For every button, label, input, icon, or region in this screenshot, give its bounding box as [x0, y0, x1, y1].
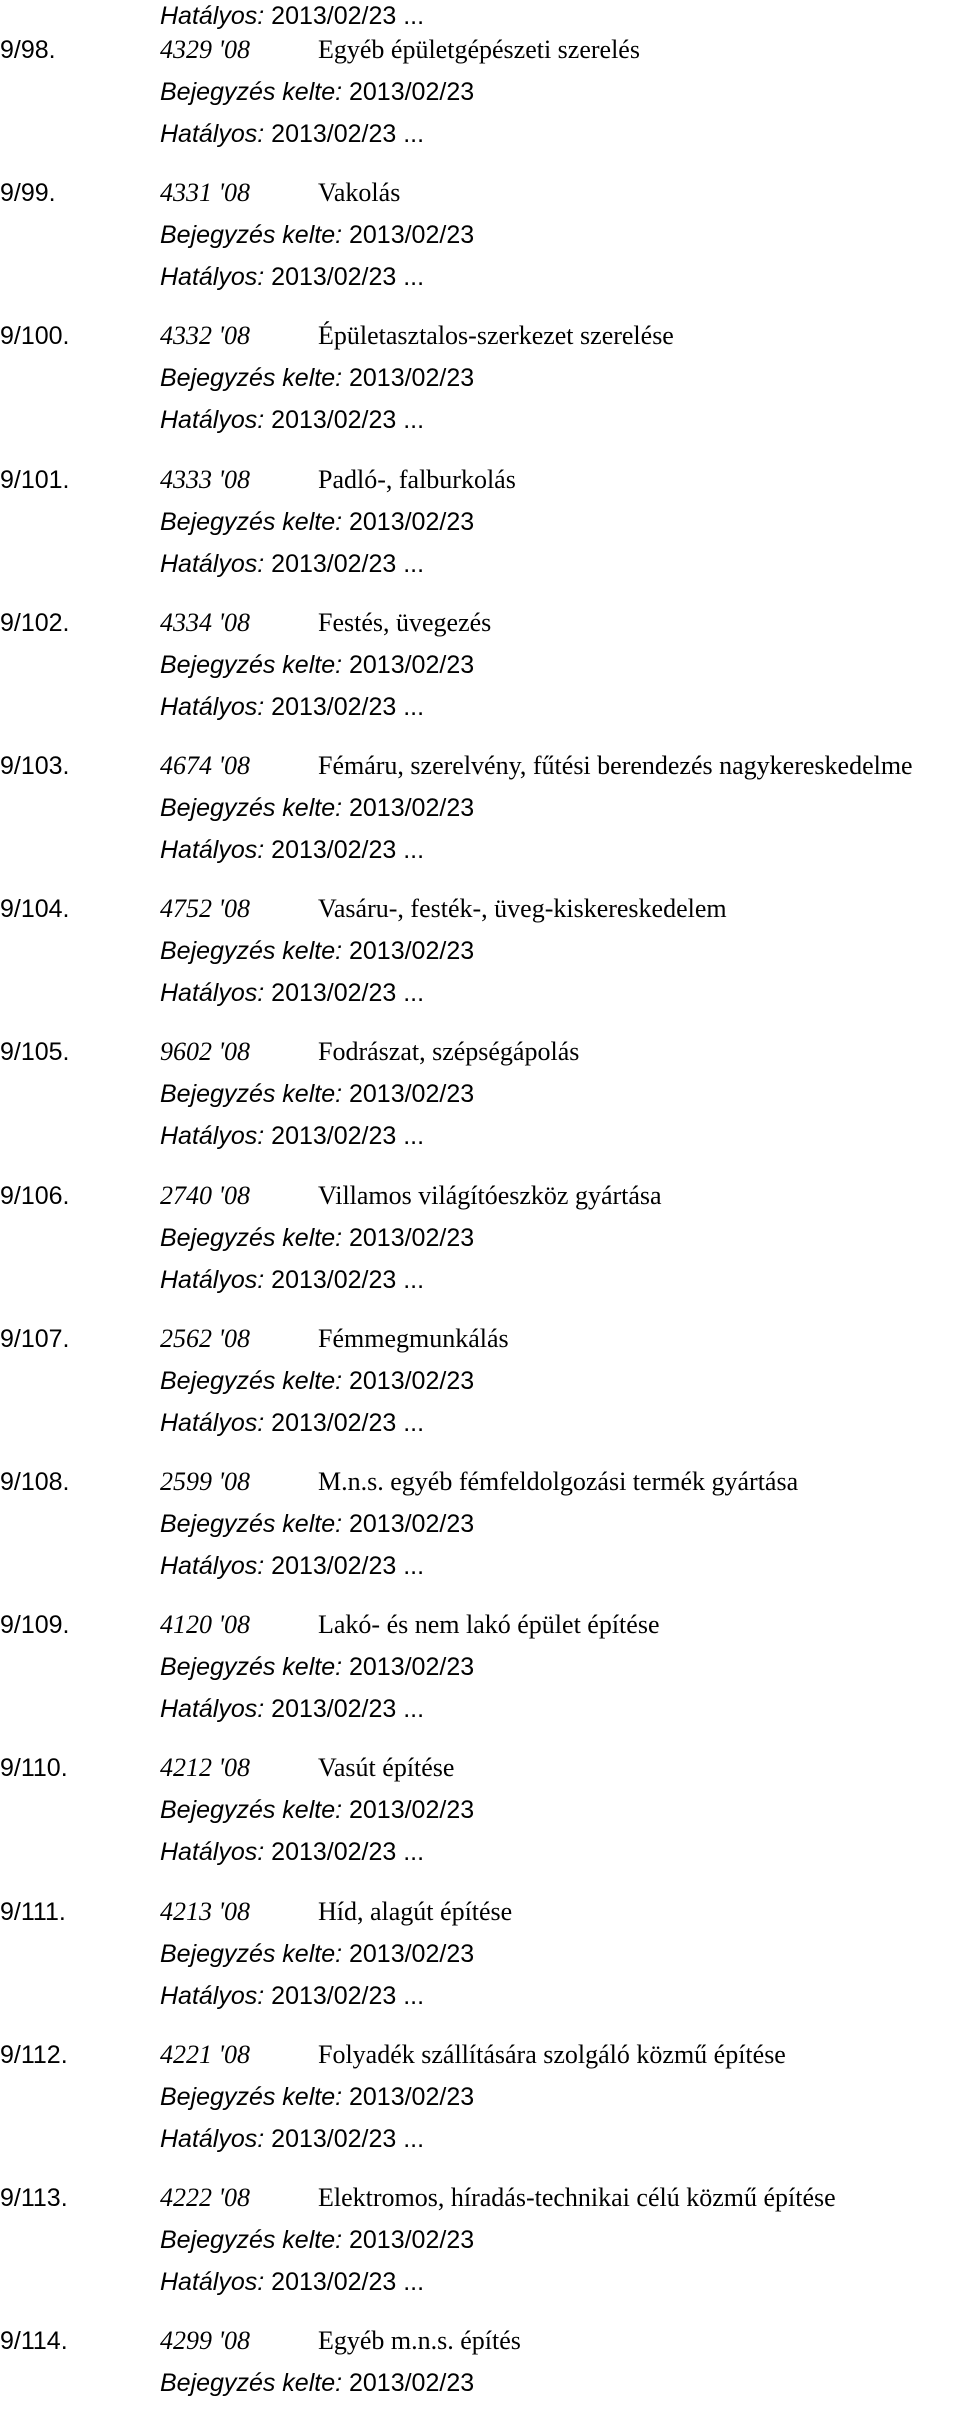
entry-code: 4334 '08: [160, 607, 251, 637]
entry-date-value: 2013/02/23: [349, 2369, 475, 2398]
entry-date-line: [160, 1361, 474, 1401]
effective-label: Hatályos:: [160, 1552, 265, 1580]
entry-date-line: [160, 1218, 474, 1258]
effective-line: [160, 1403, 424, 1443]
entry-date-value: 2013/02/23: [349, 78, 475, 106]
entry-date-label: Bejegyzés kelte:: [160, 364, 343, 393]
entry-code: 4332 '08: [160, 321, 251, 351]
entry-number: 9/107.: [0, 1324, 70, 1353]
entry-date-value: 2013/02/23: [349, 937, 475, 966]
entry-title: Festés, üvegezés: [318, 607, 492, 637]
entry-date-label: Bejegyzés kelte:: [160, 1080, 343, 1109]
entry-number: 9/106.: [0, 1181, 70, 1210]
entry-number: 9/104.: [0, 895, 70, 924]
entry-date-line: [160, 2220, 474, 2260]
entry-number: 9/100.: [0, 322, 70, 351]
entry-date-label: Bejegyzés kelte:: [160, 650, 343, 679]
entry-code: 4221 '08: [160, 2039, 251, 2069]
entry-number: 9/105.: [0, 1038, 70, 1067]
entry-title: Egyéb m.n.s. építés: [318, 2326, 521, 2356]
entry-date-value: 2013/02/23: [349, 1939, 475, 1968]
entry-title: Fémáru, szerelvény, fűtési berendezés nagykereskedelme: [318, 751, 913, 780]
effective-value: 2013/02/23 ...: [271, 692, 425, 721]
entry-date-line: [160, 645, 474, 685]
effective-line: [160, 1976, 424, 2016]
effective-label: Hatályos:: [160, 549, 265, 578]
entry-date-value: 2013/02/23: [349, 1653, 475, 1682]
effective-label: Hatályos:: [160, 1408, 265, 1437]
entry-date-label: Bejegyzés kelte:: [160, 794, 343, 822]
entry-date-value: 2013/02/23: [349, 364, 475, 393]
effective-label: Hatályos:: [160, 836, 265, 864]
entry-number: 9/109.: [0, 1611, 70, 1640]
entry-date-line: [160, 1934, 474, 1974]
entry-number: 9/108.: [0, 1468, 70, 1496]
entry-date-value: 2013/02/23: [349, 650, 475, 679]
entry-date-line: [160, 502, 474, 542]
entry-code: 4120 '08: [160, 1610, 251, 1640]
entry-number: 9/99.: [0, 179, 56, 208]
effective-label: Hatályos:: [160, 1838, 265, 1867]
entry-date-line: [160, 931, 474, 971]
effective-line: [160, 114, 424, 154]
effective-line: [160, 2119, 424, 2159]
entry-date-value: 2013/02/23: [349, 1080, 475, 1109]
effective-line: [160, 1260, 424, 1300]
entry-code: 4222 '08: [160, 2183, 251, 2212]
effective-line: [160, 2262, 424, 2302]
entry-date-line: [160, 1647, 474, 1687]
entry-date-line: [160, 2363, 474, 2403]
entry-number: 9/112.: [0, 2040, 68, 2069]
effective-line: [160, 544, 424, 584]
entry-date-label: Bejegyzés kelte:: [160, 1223, 343, 1252]
effective-line: [160, 973, 424, 1013]
entry-date-label: Bejegyzés kelte:: [160, 2369, 343, 2398]
entry-number: 9/110.: [0, 1754, 68, 1783]
entry-title: Padló-, falburkolás: [318, 464, 516, 494]
entry-title: Vakolás: [318, 178, 401, 208]
entry-code: 2740 '08: [160, 1180, 251, 1210]
entry-title: Fodrászat, szépségápolás: [318, 1037, 580, 1067]
entry-code: 2562 '08: [160, 1323, 251, 1353]
entry-title: Villamos világítóeszköz gyártása: [318, 1180, 662, 1210]
effective-label: Hatályos:: [160, 2, 265, 30]
entry-date-value: 2013/02/23: [349, 1510, 475, 1538]
effective-label: Hatályos:: [160, 1695, 265, 1724]
entry-number: 9/101.: [0, 465, 70, 494]
effective-value: 2013/02/23 ...: [271, 1122, 425, 1151]
effective-value: 2013/02/23 ...: [271, 1552, 425, 1580]
entry-number: 9/102.: [0, 608, 70, 637]
effective-value: 2013/02/23 ...: [271, 1981, 425, 2010]
entry-title: Fémmegmunkálás: [318, 1323, 509, 1353]
entry-date-value: 2013/02/23: [349, 221, 475, 250]
entry-date-label: Bejegyzés kelte:: [160, 1796, 343, 1825]
entry-date-value: 2013/02/23: [349, 2082, 475, 2111]
entry-title: Lakó- és nem lakó épület építése: [318, 1610, 660, 1640]
effective-value: 2013/02/23 ...: [271, 120, 425, 148]
effective-label: Hatályos:: [160, 1981, 265, 2010]
entry-title: Vasáru-, festék-, üveg-kiskereskedelem: [318, 894, 727, 924]
entry-code: 4329 '08: [160, 35, 251, 64]
effective-value: 2013/02/23 ...: [271, 1408, 425, 1437]
effective-value: 2013/02/23 ...: [271, 836, 425, 864]
entry-date-value: 2013/02/23: [349, 1223, 475, 1252]
entry-date-value: 2013/02/23: [349, 1796, 475, 1825]
entry-code: 2599 '08: [160, 1467, 251, 1496]
entry-number: 9/111.: [0, 1897, 66, 1926]
entry-title: Vasút építése: [318, 1753, 455, 1783]
effective-value: 2013/02/23 ...: [271, 979, 425, 1008]
effective-value: 2013/02/23 ...: [271, 2268, 425, 2296]
entry-date-line: [160, 2077, 474, 2117]
effective-line: [160, 1689, 424, 1729]
effective-line: [160, 1832, 424, 1872]
effective-value: 2013/02/23 ...: [271, 1838, 425, 1867]
entry-title: M.n.s. egyéb fémfeldolgozási termék gyártása: [318, 1467, 799, 1496]
entry-date-label: Bejegyzés kelte:: [160, 1939, 343, 1968]
entry-code: 4299 '08: [160, 2326, 251, 2356]
effective-value: 2013/02/23 ...: [271, 2, 425, 30]
entry-code: 4331 '08: [160, 178, 251, 208]
entry-code: 4752 '08: [160, 894, 251, 924]
entry-date-value: 2013/02/23: [349, 794, 475, 822]
effective-line: [160, 400, 424, 440]
entry-date-value: 2013/02/23: [349, 2226, 475, 2254]
effective-value: 2013/02/23 ...: [271, 406, 425, 435]
entry-date-label: Bejegyzés kelte:: [160, 78, 343, 106]
entry-code: 9602 '08: [160, 1037, 251, 1067]
entry-date-label: Bejegyzés kelte:: [160, 1510, 343, 1538]
effective-label: Hatályos:: [160, 2268, 265, 2296]
effective-label: Hatályos:: [160, 263, 265, 292]
effective-value: 2013/02/23 ...: [271, 1265, 425, 1294]
entry-date-label: Bejegyzés kelte:: [160, 1653, 343, 1682]
entry-number: 9/98.: [0, 36, 56, 64]
entry-date-label: Bejegyzés kelte:: [160, 507, 343, 536]
effective-line: [160, 687, 424, 727]
entry-date-line: [160, 358, 474, 398]
effective-label: Hatályos:: [160, 692, 265, 721]
entry-number: 9/103.: [0, 752, 70, 780]
entry-date-label: Bejegyzés kelte:: [160, 2082, 343, 2111]
entry-code: 4674 '08: [160, 751, 251, 780]
effective-label: Hatályos:: [160, 406, 265, 435]
effective-value: 2013/02/23 ...: [271, 2124, 425, 2153]
entry-title: Híd, alagút építése: [318, 1896, 513, 1926]
entry-date-label: Bejegyzés kelte:: [160, 1366, 343, 1395]
entry-date-line: [160, 215, 474, 255]
entry-title: Elektromos, híradás-technikai célú közmű építése: [318, 2183, 836, 2212]
effective-label: Hatályos:: [160, 2124, 265, 2153]
entry-date-label: Bejegyzés kelte:: [160, 937, 343, 966]
entry-title: Épületasztalos-szerkezet szerelése: [318, 321, 674, 351]
entry-date-label: Bejegyzés kelte:: [160, 2226, 343, 2254]
entry-date-value: 2013/02/23: [349, 1366, 475, 1395]
effective-line: [160, 1546, 424, 1586]
effective-line: [160, 830, 424, 870]
entry-date-value: 2013/02/23: [349, 507, 475, 536]
entry-date-label: Bejegyzés kelte:: [160, 221, 343, 250]
effective-value: 2013/02/23 ...: [271, 1695, 425, 1724]
effective-label: Hatályos:: [160, 1122, 265, 1151]
effective-line: [160, 1116, 424, 1156]
entry-title: Folyadék szállítására szolgáló közmű építése: [318, 2039, 786, 2069]
effective-label: Hatályos:: [160, 120, 265, 148]
effective-line: [160, 257, 424, 297]
entry-date-line: [160, 1790, 474, 1830]
entry-date-line: [160, 1074, 474, 1114]
entry-code: 4333 '08: [160, 464, 251, 494]
entry-code: 4212 '08: [160, 1753, 251, 1783]
entry-date-line: [160, 1504, 474, 1544]
entry-date-line: [160, 788, 474, 828]
effective-label: Hatályos:: [160, 979, 265, 1008]
entry-code: 4213 '08: [160, 1896, 251, 1926]
effective-label: Hatályos:: [160, 1265, 265, 1294]
entry-date-line: [160, 72, 474, 112]
entry-number: 9/114.: [0, 2327, 68, 2356]
effective-value: 2013/02/23 ...: [271, 549, 425, 578]
entry-number: 9/113.: [0, 2184, 68, 2212]
effective-value: 2013/02/23 ...: [271, 263, 425, 292]
entry-title: Egyéb épületgépészeti szerelés: [318, 35, 640, 64]
